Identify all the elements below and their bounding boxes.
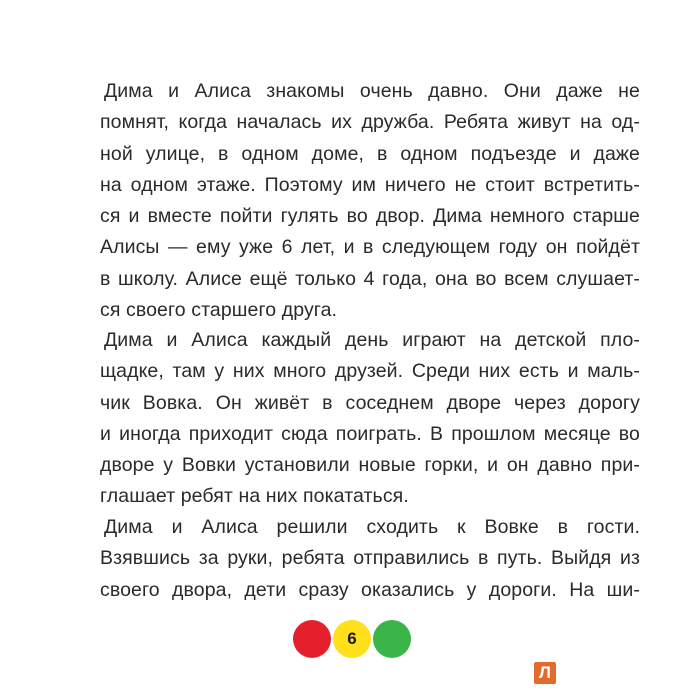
text-line: Дима и Алиса каждый день играют на детской пло- [104,329,640,351]
text-line: помнят, когда началась их дружба. Ребята живут на од- [100,111,640,134]
paragraph-1 [100,76,640,326]
text-line: Дима и Алиса знакомы очень давно. Они даже не [104,80,640,102]
page-number-badge [333,620,371,658]
text-line: в школу. Алисе ещё только 4 года, она во всем слушает- [100,267,640,290]
paragraph-3 [100,512,640,606]
text-line: своего двора, дети сразу оказались у дороги. На ши- [100,578,640,601]
text-line: ся своего старшего друга. [100,299,338,322]
page-number: 6 [347,629,357,648]
text-line: Дима и Алиса решили сходить к Вовке в гости. [104,516,640,538]
text-line: Алисы — ему уже 6 лет, и в следующем году он пойдёт [100,236,640,259]
green-dot-icon [373,620,411,658]
text-line: Взявшись за руки, ребята отправились в путь. Выйдя из [100,547,640,570]
text-line: и иногда приходит сюда поиграть. В прошлом месяце во [100,422,640,445]
red-dot-icon [293,620,331,658]
paragraph-2 [100,325,640,513]
text-line: чик Вовка. Он живёт в соседнем дворе через дорогу [100,391,640,414]
labirint-logo-icon: Л [534,662,556,684]
page-number-traffic-light [293,620,411,664]
text-line: ся и вместе пойти гулять во двор. Дима немного старше [100,205,640,228]
text-line: на одном этаже. Поэтому им ничего не стоит встретить- [100,173,640,196]
text-line: глашает ребят на них покататься. [100,485,409,508]
text-line: дворе у Вовки установили новые горки, и он давно при- [100,454,640,477]
text-line: щадке, там у них много друзей. Среди них есть и маль- [100,360,640,383]
text-line: ной улице, в одном доме, в одном подъезде и даже [100,142,640,165]
